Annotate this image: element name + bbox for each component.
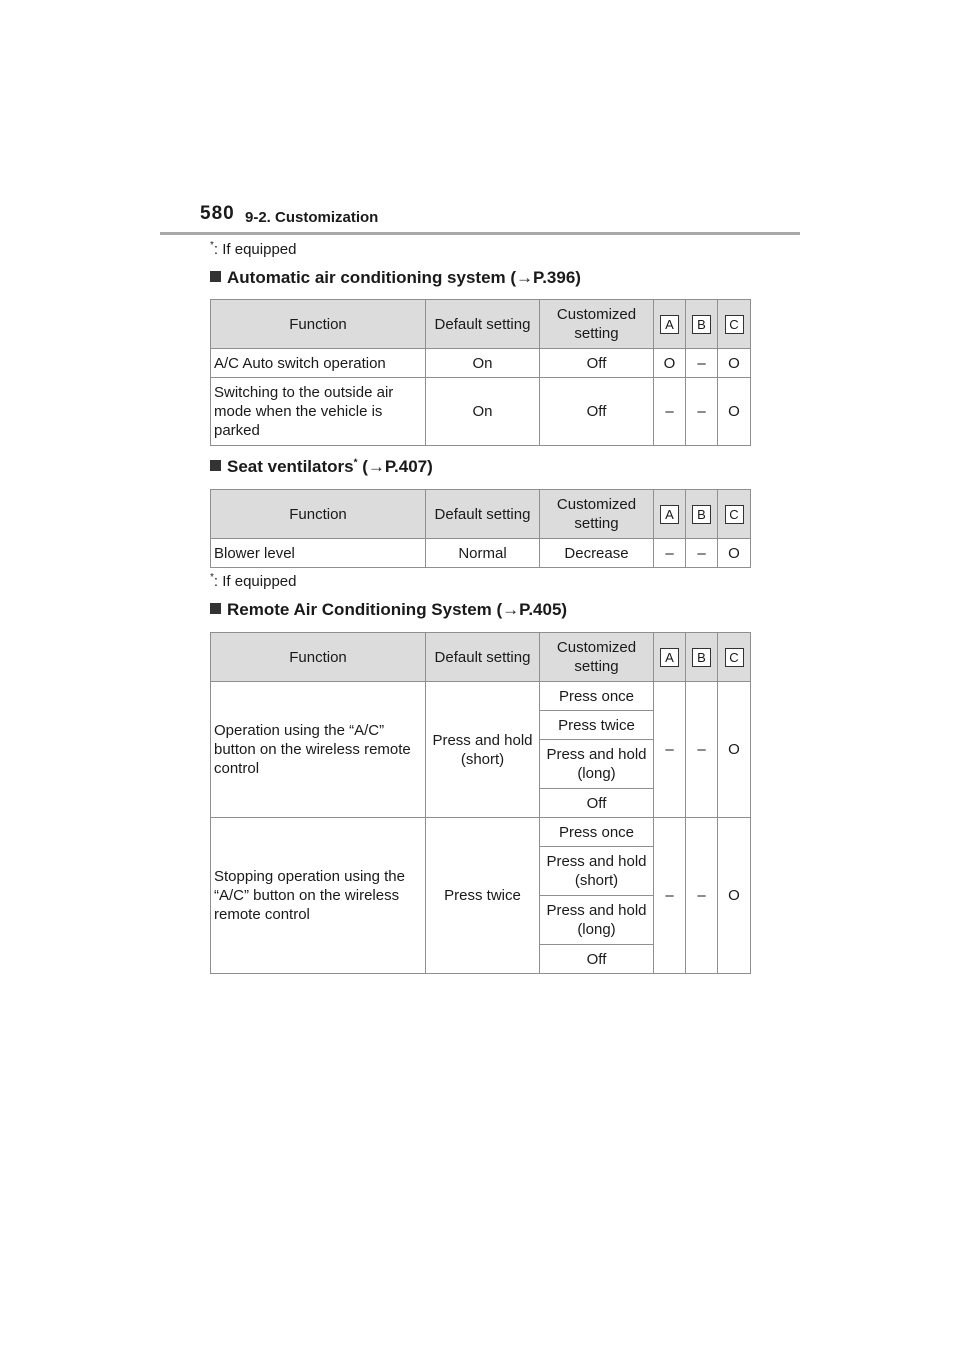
cell-a: – <box>654 378 686 446</box>
header-function: Function <box>211 633 426 682</box>
cell-function: Stopping operation using the “A/C” button on the wireless remote control <box>211 818 426 974</box>
cell-function: A/C Auto switch operation <box>211 349 426 378</box>
cell-a: O <box>654 349 686 378</box>
cell-default: On <box>426 378 540 446</box>
header-c: C <box>718 300 751 349</box>
bullet-square-icon <box>210 603 221 614</box>
header-a: A <box>654 633 686 682</box>
cell-c: O <box>718 682 751 818</box>
arrow-right-icon: → <box>516 268 534 287</box>
cell-default: On <box>426 349 540 378</box>
cell-a: – <box>654 682 686 818</box>
table-row <box>211 682 751 711</box>
cell-b: – <box>686 378 718 446</box>
header-a: A <box>654 490 686 539</box>
footnote-if-equipped: *: If equipped <box>210 572 297 590</box>
cell-c: O <box>718 539 751 568</box>
cell-function: Blower level <box>211 539 426 568</box>
table-row <box>211 349 751 378</box>
table-row <box>211 539 751 568</box>
table-seat-ventilators <box>210 489 751 568</box>
cell-custom-option: Press and hold (long) <box>540 896 654 945</box>
arrow-right-icon: → <box>367 457 385 476</box>
header-function: Function <box>211 490 426 539</box>
table-remote-air-conditioning <box>210 632 751 974</box>
cell-default: Press and hold (short) <box>426 682 540 818</box>
cell-c: O <box>718 818 751 974</box>
header-default-setting: Default setting <box>426 300 540 349</box>
cell-b: – <box>686 818 718 974</box>
cell-custom-option: Press once <box>540 682 654 711</box>
cell-custom-option: Press and hold (long) <box>540 740 654 789</box>
header-b: B <box>686 490 718 539</box>
table-row <box>211 818 751 847</box>
cell-default: Press twice <box>426 818 540 974</box>
cell-custom-option: Press twice <box>540 711 654 740</box>
heading-remote-air-conditioning: Remote Air Conditioning System (→P.405) <box>210 600 567 620</box>
cell-custom: Off <box>540 349 654 378</box>
cell-custom-option: Off <box>540 945 654 974</box>
cell-c: O <box>718 378 751 446</box>
cell-custom: Off <box>540 378 654 446</box>
page-number: 580 <box>200 203 235 224</box>
cell-b: – <box>686 682 718 818</box>
header-function: Function <box>211 300 426 349</box>
header-default-setting: Default setting <box>426 633 540 682</box>
cell-custom-option: Press and hold (short) <box>540 847 654 896</box>
cell-function: Switching to the outside air mode when the vehicle is parked <box>211 378 426 446</box>
heading-seat-ventilators: Seat ventilators* (→P.407) <box>210 457 433 477</box>
cell-default: Normal <box>426 539 540 568</box>
arrow-right-icon: → <box>502 600 520 619</box>
table-header-row <box>211 490 751 539</box>
header-customized-setting: Customized setting <box>540 490 654 539</box>
table-header-row <box>211 633 751 682</box>
header-c: C <box>718 633 751 682</box>
cell-a: – <box>654 818 686 974</box>
header-b: B <box>686 300 718 349</box>
cell-function: Operation using the “A/C” button on the wireless remote control <box>211 682 426 818</box>
header-default-setting: Default setting <box>426 490 540 539</box>
cell-b: – <box>686 349 718 378</box>
footnote-if-equipped: *: If equipped <box>210 240 297 258</box>
header-rule <box>160 232 800 235</box>
cell-a: – <box>654 539 686 568</box>
table-row <box>211 378 751 446</box>
cell-custom-option: Press once <box>540 818 654 847</box>
table-automatic-air-conditioning <box>210 299 751 446</box>
header-c: C <box>718 490 751 539</box>
cell-custom-option: Off <box>540 789 654 818</box>
cell-custom: Decrease <box>540 539 654 568</box>
section-title: 9-2. Customization <box>245 209 379 226</box>
header-customized-setting: Customized setting <box>540 300 654 349</box>
cell-b: – <box>686 539 718 568</box>
table-header-row <box>211 300 751 349</box>
header-b: B <box>686 633 718 682</box>
bullet-square-icon <box>210 271 221 282</box>
heading-automatic-air-conditioning: Automatic air conditioning system (→P.396) <box>210 268 581 288</box>
cell-c: O <box>718 349 751 378</box>
header-a: A <box>654 300 686 349</box>
header-customized-setting: Customized setting <box>540 633 654 682</box>
bullet-square-icon <box>210 460 221 471</box>
